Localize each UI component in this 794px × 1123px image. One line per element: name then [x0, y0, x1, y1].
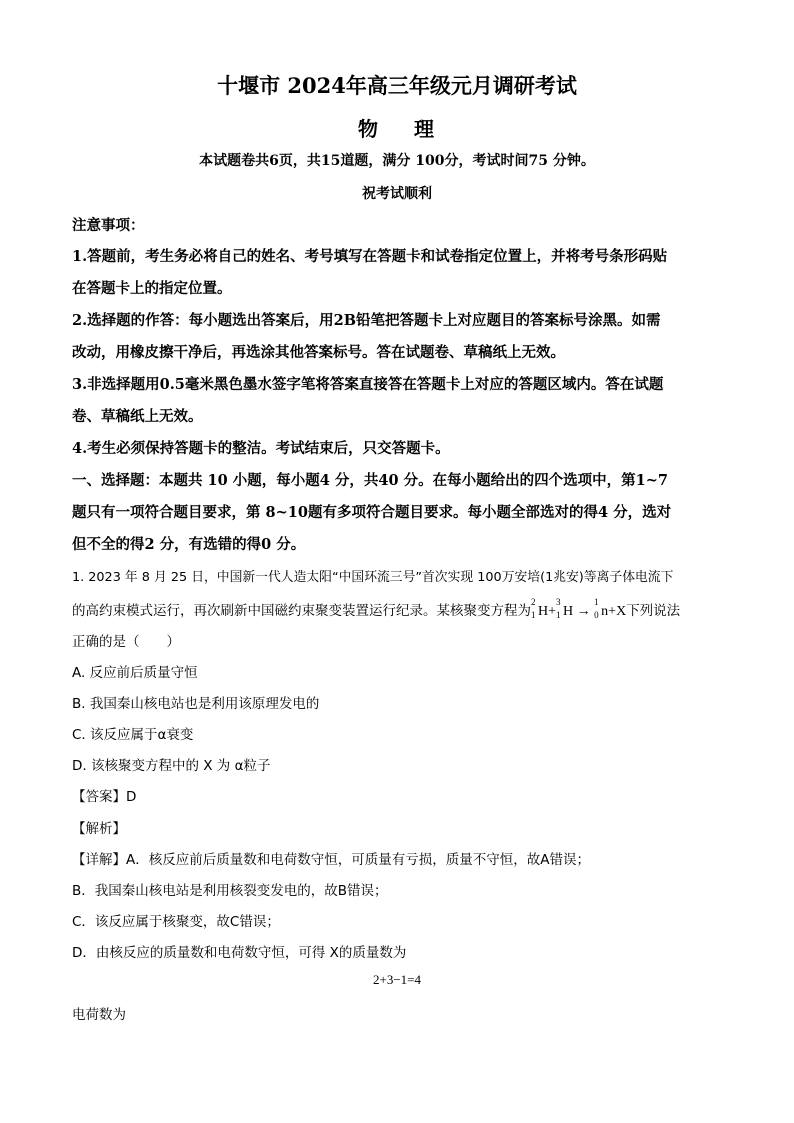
question-text-post: 下列说法 [626, 603, 681, 619]
subject-title [0, 113, 794, 142]
subject-char-2: 理 [414, 117, 436, 141]
notes-heading: 注意事项： [72, 217, 145, 234]
subject-char-1: 物 [358, 117, 380, 141]
analysis-line: D．由核反应的质量数和电荷数守恒，可得 X的质量数为 [72, 945, 407, 961]
notes-line: 卷、草稿纸上无效。 [72, 408, 203, 425]
exam-info: 本试题卷共6页，共15道题，满分 100分，考试时间75 分钟。 [199, 153, 595, 169]
question-text: 1. 2023 年 8 月 25 日，中国新一代人造太阳“中国环流三号”首次实现 100万安培(1兆安)等离子体电流下 [72, 570, 674, 585]
analysis-line: 【详解】A．核反应前后质量数和电荷数守恒，可质量有亏损，质量不守恒，故A错误； [72, 852, 590, 868]
option-c: C. 该反应属于α衰变 [72, 727, 194, 743]
neutron-nuclide: 1 0 [594, 596, 599, 620]
question-text [72, 596, 681, 620]
section-line: 一、选择题：本题共 10 小题，每小题4 分，共40 分。在每小题给出的四个选项中，第1~7 [72, 472, 668, 489]
notes-line: 在答题卡上的指定位置。 [72, 280, 232, 297]
notes-line: 2.选择题的作答：每小题选出答案后，用2B铅笔把答题卡上对应题目的答案标号涂黑。如需 [72, 312, 661, 329]
question-text-pre: 的高约束模式运行，再次刷新中国磁约束聚变装置运行纪录。某核聚变方程为 [72, 603, 531, 619]
exam-title: 十堰市 2024年高三年级元月调研考试 [217, 73, 577, 98]
section-line: 题只有一项符合题目要求，第 8~10题有多项符合题目要求。每小题全部选对的得4 分，选对 [72, 504, 672, 521]
fusion-equation: 2 1 H+ 3 1 H → 1 0 n+X [531, 596, 627, 620]
analysis-line: B．我国秦山核电站是利用核裂变发电的，故B错误； [72, 883, 388, 899]
option-a: A. 反应前后质量守恒 [72, 665, 198, 681]
mass-number-equation: 2+3−1=4 [373, 972, 421, 987]
analysis-label: 【解析】 [72, 821, 126, 837]
h2-nuclide: 2 1 [531, 596, 536, 620]
question-text: 正确的是（ ） [72, 634, 180, 650]
option-b: B. 我国秦山核电站也是利用该原理发电的 [72, 696, 320, 712]
answer-label: 【答案】D [72, 789, 137, 805]
analysis-line: C．该反应属于核聚变，故C错误； [72, 914, 280, 930]
section-line: 但不全的得2 分，有选错的得0 分。 [72, 536, 306, 553]
exam-wish: 祝考试顺利 [362, 186, 432, 202]
option-d: D. 该核聚变方程中的 X 为 α粒子 [72, 758, 271, 774]
notes-line: 4.考生必须保持答题卡的整洁。考试结束后，只交答题卡。 [72, 440, 450, 457]
h3-nuclide: 3 1 [556, 596, 561, 620]
notes-line: 1.答题前，考生务必将自己的姓名、考号填写在答题卡和试卷指定位置上，并将考号条形码贴 [72, 248, 668, 265]
analysis-line: 电荷数为 [72, 1007, 126, 1023]
notes-line: 3.非选择题用0.5毫米黑色墨水签字笔将答案直接答在答题卡上对应的答题区域内。答在试题 [72, 376, 664, 393]
notes-line: 改动，用橡皮擦干净后，再选涂其他答案标号。答在试题卷、草稿纸上无效。 [72, 344, 565, 361]
